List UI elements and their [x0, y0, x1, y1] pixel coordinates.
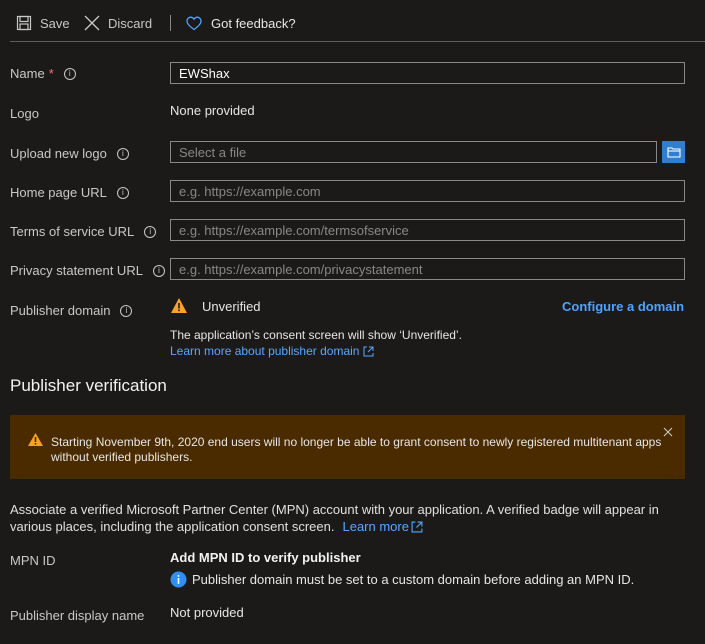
mpn-description-line-2: various places, including the application consent screen.: [10, 519, 335, 534]
privacy-url-label-text: Privacy statement URL: [10, 263, 143, 278]
learn-more-mpn-text: Learn more: [342, 519, 409, 534]
terms-url-label-text: Terms of service URL: [10, 224, 135, 239]
mpn-id-label-text: MPN ID: [10, 553, 56, 568]
toolbar-divider: [170, 15, 171, 31]
required-mark: *: [48, 66, 54, 81]
warning-text: [51, 435, 661, 465]
mpn-description-line-2-row: [10, 518, 700, 535]
info-icon[interactable]: i: [64, 68, 76, 80]
name-input[interactable]: [170, 62, 685, 84]
publisher-display-name-label-text: Publisher display name: [10, 608, 145, 623]
warning-line-1: Starting November 9th, 2020 end users will no longer be able to grant consent to newly registered multitenant apps: [51, 435, 662, 449]
home-page-url-label: [10, 185, 129, 200]
info-icon[interactable]: i: [144, 226, 156, 238]
info-icon[interactable]: i: [117, 148, 129, 160]
external-link-icon: [411, 521, 423, 533]
discard-label: Discard: [108, 15, 153, 31]
close-icon: [84, 15, 100, 31]
save-label: Save: [40, 15, 70, 31]
mpn-description-line-1: Associate a verified Microsoft Partner Center (MPN) account with your application. A verified badge will appear in: [10, 502, 659, 517]
save-button[interactable]: [16, 12, 70, 34]
privacy-url-label: [10, 263, 165, 278]
learn-more-publisher-domain-link[interactable]: [170, 344, 374, 358]
close-icon[interactable]: [663, 427, 673, 437]
upload-logo-input[interactable]: [170, 141, 657, 163]
logo-label: [10, 106, 39, 121]
name-label-text: Name: [10, 66, 45, 81]
configure-domain-link[interactable]: Configure a domain: [562, 299, 685, 314]
logo-value: None provided: [170, 103, 255, 118]
terms-url-input[interactable]: [170, 219, 685, 241]
logo-label-text: Logo: [10, 106, 39, 121]
info-icon[interactable]: i: [153, 265, 165, 277]
command-bar: [0, 0, 705, 44]
add-mpn-id-action[interactable]: Add MPN ID to verify publisher: [170, 550, 361, 565]
external-link-icon: [363, 346, 374, 357]
home-page-url-input[interactable]: [170, 180, 685, 202]
browse-file-button[interactable]: [662, 141, 685, 163]
terms-url-placeholder: e.g. https://example.com/termsofservice: [179, 222, 409, 238]
warning-icon: [27, 432, 44, 447]
heart-icon: [186, 16, 202, 31]
info-icon: [170, 571, 187, 588]
warning-icon: [170, 297, 188, 314]
toolbar-divider-line: [10, 41, 705, 42]
upload-logo-label: [10, 146, 129, 161]
feedback-button[interactable]: [186, 12, 296, 34]
mpn-info-text: Publisher domain must be set to a custom domain before adding an MPN ID.: [192, 572, 635, 587]
warning-line-2: without verified publishers.: [51, 450, 193, 464]
publisher-display-name-value: Not provided: [170, 605, 244, 620]
mpn-description: [10, 501, 700, 535]
mpn-id-label: [10, 553, 56, 568]
upload-logo-label-text: Upload new logo: [10, 146, 107, 161]
home-page-url-placeholder: e.g. https://example.com: [179, 183, 321, 199]
warning-banner: [10, 415, 685, 479]
publisher-domain-label-text: Publisher domain: [10, 303, 111, 318]
learn-more-publisher-domain-text: Learn more about publisher domain: [170, 344, 360, 358]
name-input-value: EWShax: [179, 65, 230, 81]
name-label: [10, 66, 76, 81]
feedback-label: Got feedback?: [211, 15, 296, 31]
publisher-display-name-label: [10, 608, 144, 623]
publisher-domain-status: Unverified: [202, 299, 261, 314]
info-icon[interactable]: i: [120, 305, 132, 317]
privacy-url-placeholder: e.g. https://example.com/privacystatement: [179, 261, 423, 277]
learn-more-mpn-link[interactable]: [342, 518, 422, 535]
discard-button[interactable]: [84, 12, 152, 34]
publisher-verification-title: Publisher verification: [10, 376, 167, 395]
info-icon[interactable]: i: [117, 187, 129, 199]
home-page-url-label-text: Home page URL: [10, 185, 107, 200]
consent-note: The application’s consent screen will show ‘Unverified’.: [170, 328, 462, 342]
publisher-domain-label: [10, 303, 132, 318]
upload-logo-placeholder: Select a file: [179, 144, 247, 160]
save-icon: [16, 15, 32, 31]
privacy-url-input[interactable]: [170, 258, 685, 280]
folder-icon: [667, 146, 681, 158]
terms-url-label: [10, 224, 156, 239]
